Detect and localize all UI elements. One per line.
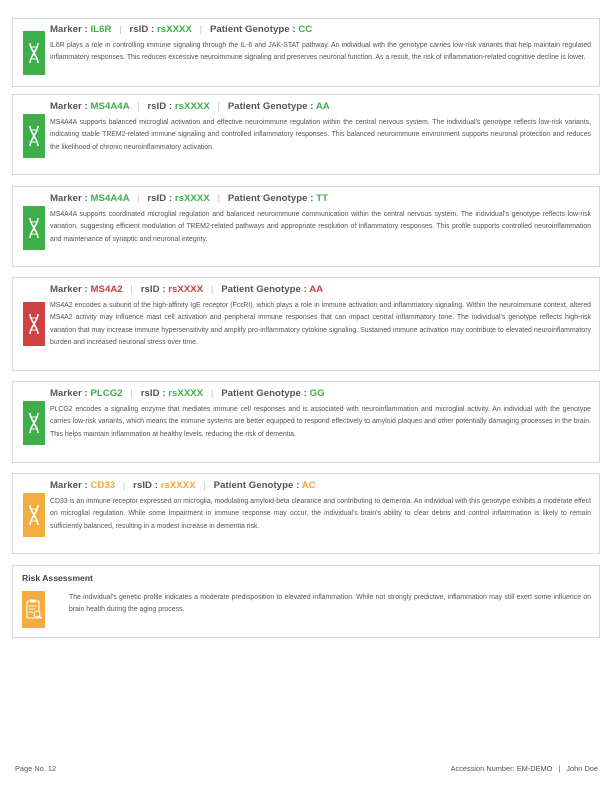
risk-assessment-box xyxy=(12,565,600,638)
rsid-value: rsXXXX xyxy=(168,284,204,295)
marker-header: Marker : MS4A4A | rsID : rsXXXX | Patient Genotype : AA xyxy=(50,101,330,112)
genotype-value: GG xyxy=(309,388,325,399)
marker-header: Marker : PLCG2 | rsID : rsXXXX | Patient Genotype : GG xyxy=(50,388,325,399)
gene-name: MS4A4A xyxy=(90,101,130,112)
gene-name: IL6R xyxy=(90,24,112,35)
rsid-value: rsXXXX xyxy=(174,193,210,204)
status-bar-high-risk xyxy=(23,302,45,346)
marker-header: Marker : MS4A2 | rsID : rsXXXX | Patient Genotype : AA xyxy=(50,284,324,295)
marker-label: Marker : xyxy=(50,388,88,399)
genotype-label: Patient Genotype : xyxy=(213,480,300,491)
marker-description: MS4A4A supports coordinated microglial regulation and balanced neuroimmune communication within the central nervous system. The individual's genotype reflects low-risk variation, suggesting efficient modulation of TREM2-related pathways and appropriate resolution of inflammatory responses. This profile supports controlled neuroinflammation and maintenance of synaptic and neuronal integrity. xyxy=(50,211,591,243)
rsid-label: rsID : xyxy=(140,284,166,295)
genotype-value: AA xyxy=(315,101,330,112)
marker-label: Marker : xyxy=(50,480,88,491)
marker-card xyxy=(12,186,600,267)
risk-assessment-title: Risk Assessment xyxy=(22,573,93,583)
dna-icon xyxy=(27,217,41,239)
rsid-value: rsXXXX xyxy=(160,480,196,491)
rsid-label: rsID : xyxy=(129,24,155,35)
dna-icon xyxy=(27,412,41,434)
genotype-value: AC xyxy=(301,480,316,491)
marker-label: Marker : xyxy=(50,24,88,35)
dna-icon xyxy=(27,42,41,64)
genotype-label: Patient Genotype : xyxy=(221,388,307,399)
marker-description: CD33 is an immune receptor expressed on microglia, modulating amyloid-beta clearance and contributing to dementia. An individual with this genotype exhibits a moderate effect on microglial regulation. While some impairment in immune response may occur, the individual's brain's ability to clear debris and control inflammation is likely to remain sufficiently balanced, resulting in a modest increase in dementia risk. xyxy=(50,498,591,530)
marker-description: MS4A2 encodes a subunit of the high-affinity IgE receptor (FcεRI), which plays a role in immune activation and inflammatory signaling. Within the neuroimmune context, altered MS4A2 activity may influence mast cell activation and peripheral immune responses that can impact central inflammatory tone. The individual's genotype reflects high-risk variation that may increase immune hypersensitivity and amplify pro-inflammatory cytokine signaling. Sustained immune activation may contribute to elevated neuroinflammatory burden and increased neuronal stress over time. xyxy=(50,302,591,347)
dna-icon xyxy=(27,313,41,335)
gene-name: MS4A2 xyxy=(90,284,123,295)
marker-description: IL6R plays a role in controlling immune signaling through the IL-6 and JAK-STAT pathway. An individual with the genotype carries low-risk variants that help maintain regulated inflammatory responses. This reduces excessive neuroimmune signaling and preserves neuronal function. As a result, the risk of inflammation-related cognitive decline is lower. xyxy=(50,42,591,62)
status-bar-low-risk xyxy=(23,114,45,158)
marker-card xyxy=(12,381,600,463)
patient-name: John Doe xyxy=(566,764,598,773)
status-bar-low-risk xyxy=(23,401,45,445)
rsid-label: rsID : xyxy=(133,480,158,491)
genotype-label: Patient Genotype : xyxy=(221,284,307,295)
dna-icon xyxy=(27,504,41,526)
marker-header: Marker : CD33 | rsID : rsXXXX | Patient Genotype : AC xyxy=(50,480,316,491)
marker-description: PLCG2 encodes a signaling enzyme that mediates immune cell responses and is associated with neuroinflammation and microglial activity. An individual with the genotype carries low-risk variants, which means the immune systems are better equipped to respond effectively to amyloid plaques and other potentially damaging processes in the brain. This helps maintain inflammation at healthy levels, reducing the risk of dementia. xyxy=(50,406,591,438)
marker-description: MS4A4A supports balanced microglial activation and effective neuroimmune regulation within the central nervous system. The individual's genotype reflects low-risk variants, indicating stable TREM2-related immune signaling and controlled inflammatory responses. This balanced neuroimmune environment supports neuronal protection and reduces the likelihood of chronic neuroinflammatory activation. xyxy=(50,119,591,151)
rsid-label: rsID : xyxy=(147,193,173,204)
rsid-value: rsXXXX xyxy=(156,24,192,35)
risk-assessment-text: The individual's genetic profile indicates a moderate predisposition to elevated inflammation. While not strongly predictive, inflammation may still exert some influence on brain health during the aging process. xyxy=(69,594,591,614)
page-number: Page No. 12 xyxy=(15,764,57,773)
gene-name: MS4A4A xyxy=(90,193,130,204)
marker-header: Marker : MS4A4A | rsID : rsXXXX | Patient Genotype : TT xyxy=(50,193,329,204)
genotype-label: Patient Genotype : xyxy=(209,24,296,35)
rsid-label: rsID : xyxy=(147,101,173,112)
marker-card xyxy=(12,473,600,554)
gene-name: CD33 xyxy=(90,480,116,491)
rsid-label: rsID : xyxy=(140,388,166,399)
marker-label: Marker : xyxy=(50,101,88,112)
marker-card xyxy=(12,18,600,87)
dna-icon xyxy=(27,125,41,147)
genotype-label: Patient Genotype : xyxy=(227,101,314,112)
rsid-value: rsXXXX xyxy=(174,101,210,112)
genotype-label: Patient Genotype : xyxy=(227,193,314,204)
clipboard-magnifier-icon xyxy=(25,598,43,622)
risk-icon-box xyxy=(22,591,45,628)
rsid-value: rsXXXX xyxy=(168,388,204,399)
marker-card xyxy=(12,94,600,175)
genotype-value: AA xyxy=(309,284,324,295)
status-bar-low-risk xyxy=(23,31,45,75)
status-bar-low-risk xyxy=(23,206,45,250)
status-bar-moderate-risk xyxy=(23,493,45,537)
genotype-value: CC xyxy=(298,24,313,35)
footer-accession-info: Accession Number: EM-DEMO | John Doe xyxy=(450,764,598,773)
marker-label: Marker : xyxy=(50,284,88,295)
genotype-value: TT xyxy=(316,193,329,204)
accession-number: Accession Number: EM-DEMO xyxy=(450,764,553,773)
marker-label: Marker : xyxy=(50,193,88,204)
marker-header: Marker : IL6R | rsID : rsXXXX | Patient Genotype : CC xyxy=(50,24,313,35)
marker-card xyxy=(12,277,600,371)
gene-name: PLCG2 xyxy=(90,388,123,399)
